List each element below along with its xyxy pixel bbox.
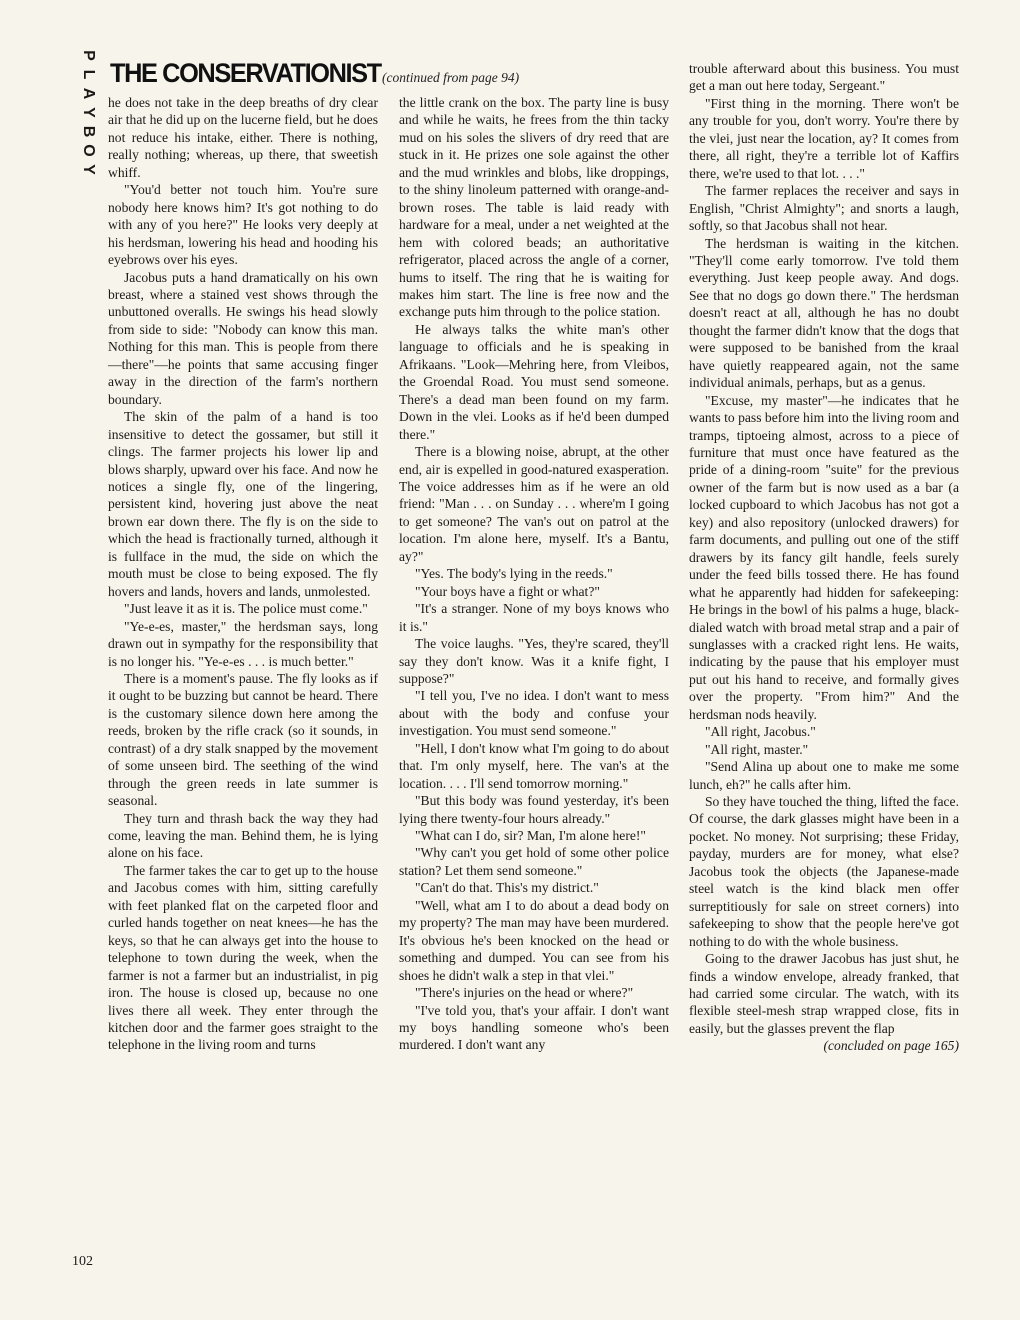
text-column-2 [399,94,669,1054]
paragraph: There is a blowing noise, abrupt, at the other end, air is expelled in good-natured exasperation. The voice addresses him as if he were an old friend: "Man . . . on Sunday . . . where'm I going to get someone? The van's out on patrol at the location. I'm alone here, myself. It's a Bantu, ay?" [399,444,669,564]
text-column-1 [108,94,378,1054]
paragraph: The farmer takes the car to get up to the house and Jacobus comes with him, sitting carefully with feet planked flat on the carpeted floor and curled hands together on neat knees—he has the keys, so that he can always get into the house to telephone to town during the week, when the farmer is not a farmer but an industrialist, in pig iron. The house is closed up, because no one lives there all week. They enter through the kitchen door and the farmer goes straight to the telephone in the living room and turns [108,862,378,1053]
paragraph: The voice laughs. "Yes, they're scared, they'll say they don't know. Was it a knife fight, I suppose?" [399,636,669,686]
continued-on-note: (concluded on page 165) [823,1038,959,1054]
paragraph: "All right, master." [705,741,809,757]
magazine-vertical-masthead [76,46,100,179]
paragraph: "First thing in the morning. There won't be any trouble for you, don't worry. You're there by the vlei, just near the location, ay? It comes from there, all right, they're a terrible lot of Kaffirs there, we're used to that lot. . . ." [689,95,959,181]
paragraph: "You'd better not touch him. You're sure nobody here knows him? It's got nothing to do with any of you here?" He looks very deeply at his herdsman, lowering his head and hooding his eyebrows over his eyes. [108,182,378,268]
paragraph: So they have touched the thing, lifted the face. Of course, the dark glasses might have been in a pocket. No money. Not surprising; these Friday, payday, murders are for money, what else? Jacobus took the objects (the Japanese-made steel watch is the kind black men offer surreptitiously for sale on street corners) into safekeeping to show that the people here've got nothing to do with the whole business. [689,794,959,949]
paragraph: Going to the drawer Jacobus has just shut, he finds a window envelope, already franked, that had carried some circular. The watch, with its flexible steel-mesh strap wrapped close, fits in easily, but the glasses prevent the flap [689,951,959,1036]
paragraph: "I've told you, that's your affair. I don't want my boys handling someone who's been murdered. I don't want any [399,1002,669,1053]
paragraph: the little crank on the box. The party line is busy and while he waits, he frees from the thin tacky mud on his soles the slivers of dry reed that are stuck in it. He prizes one sole against the other and the mud wrinkles and blobs, like droppings, to the shiny linoleum patterned with orange-and-brown roses. The table is laid ready with hardware for a meal, under a net weighted at the hem with colored beads; an authoritative refrigerator, placed across the angle of a corner, hums to itself. The ring that he is waiting for makes him start. The line is free now and the exchange puts him through to the police station. [399,95,669,320]
paragraph: The skin of the palm of a hand is too insensitive to detect the gossamer, but still it clings. The farmer projects his lower lip and blows sharply, upward over his face. And now he notices a single fly, one of the lingering, persistent kind, hovering just above the neat brown ear down there. The fly is on the side to which the head is fractionally turned, although it is fullface in the mud, the side on which the mouth must be close to being exposed. The fly hovers and lands, hovers and lands, unmolested. [108,409,378,599]
paragraph: "Hell, I don't know what I'm going to do about that. I'm only myself, here. The van's at the location. . . . I'll send tomorrow morning." [399,740,669,791]
paragraph: "What can I do, sir? Man, I'm alone here!" [415,828,646,844]
masthead-letter: Y [79,164,97,175]
paragraph: "Send Alina up about one to make me some lunch, eh?" he calls after him. [689,759,959,792]
paragraph: "It's a stranger. None of my boys knows who it is." [399,601,669,634]
continued-from-note: (continued from page 94) [382,70,520,85]
paragraph: "There's injuries on the head or where?" [415,985,634,1001]
masthead-letter: A [79,87,97,100]
paragraph: "Excuse, my master"—he indicates that he wants to pass before him into the living room and tramps, tiptoeing almost, across to a piece of furniture that must once have featured as the pride of a dining-room "suite" for the previous owner of the farm but is now used as a bar (a locked cupboard to which Jacobus has not got a key) and also repository (unlocked drawers) for farm documents, and pulling out one of the stiff drawers by its fancy gilt handle, feels surely under the feed bills tossed there. He has found what he apparently had hidden for safekeeping: He brings in the bowl of his palms a huge, black-dialed watch with broad metal strap and a pair of sunglasses with a cracked right lens. He waits, indicating by the pause that his employer must put out his hand to receive, and formally gives over the property. "From him?" And the herdsman nods heavily. [689,392,959,722]
paragraph: Jacobus puts a hand dramatically on his own breast, where a stained vest shows through the unbuttoned overalls. He swings his head slowly from side to side: "Nobody can know this man. Nothing for this man. This is people from there—there"—he points that same accusing finger away in the direction of the farm's northern boundary. [108,269,378,407]
paragraph: He always talks the white man's other language to officials and he is speaking in Afrikaans. "Look—Mehring here, from Vleibos, the Groendal Road. You must send someone. There's a dead man been found on my farm. Down in the vlei. Looks as if he'd been dumped there." [399,321,669,442]
paragraph: The herdsman is waiting in the kitchen. "They'll come early tomorrow. I've told them everything. Just keep people away. And dogs. See that no dogs go down there." The herdsman doesn't react at all, although he has no doubt thought the farmer didn't know that the dogs that were supposed to be banished from the kraal have quietly reappeared again, not the same individual animals, perhaps, but as a genus. [689,235,959,391]
masthead-letter: P [79,50,97,61]
paragraph: "But this body was found yesterday, it's been lying there twenty-four hours already." [399,793,669,826]
paragraph: "I tell you, I've no idea. I don't want to mess about with the body and confuse your investigation. You must send someone." [399,688,669,739]
paragraph: The farmer replaces the receiver and says in English, "Christ Almighty"; and snorts a laugh, softly, so that Jacobus shall not hear. [689,183,959,234]
masthead-letter: Y [79,107,97,118]
paragraph: "Well, what am I to do about a dead body on my property? The man may have been murdered. It's obvious he's been knocked on the head or something and dumped. You can see from his shoes he didn't walk a step in that vlei." [399,897,669,983]
text-column-3 [689,60,959,1055]
paragraph: "Yes. The body's lying in the reeds." [415,566,613,582]
paragraph: "All right, Jacobus." [705,724,816,740]
masthead-letter: B [79,125,97,138]
paragraph: They turn and thrash back the way they had come, leaving the man. Behind them, he is lying alone on his face. [108,810,378,861]
page-number: 102 [72,1254,93,1269]
paragraph: "Ye-e-es, master," the herdsman says, long drawn out in sympathy for the responsibility that is no longer his. "Ye-e-es . . . is much better." [108,618,378,669]
paragraph: he does not take in the deep breaths of dry clear air that he did up on the lucerne field, but he does not reduce his intake, either. There is nothing, really nothing; whereas, up there, that sweetish whiff. [108,95,378,180]
masthead-letter: L [79,69,97,80]
article-title: THE CONSERVATIONIST [110,58,381,88]
paragraph: trouble afterward about this business. You must get a man out here today, Sergeant." [689,61,959,94]
paragraph: "Your boys have a fight or what?" [415,583,600,599]
paragraph: There is a moment's pause. The fly looks as if it ought to be buzzing but cannot be heard. There is the customary silence down here among the reeds, broken by the rifle crack (so it sounds, in contrast) of a dry stalk snapped by the movement of some unseen bird. The seething of the wind through the green reeds in late summer is seasonal. [108,670,378,809]
masthead-letter: O [79,144,97,157]
paragraph: "Just leave it as it is. The police must come." [124,601,368,617]
paragraph: "Can't do that. This's my district." [415,880,599,896]
paragraph: "Why can't you get hold of some other police station? Let them send someone." [399,845,669,878]
